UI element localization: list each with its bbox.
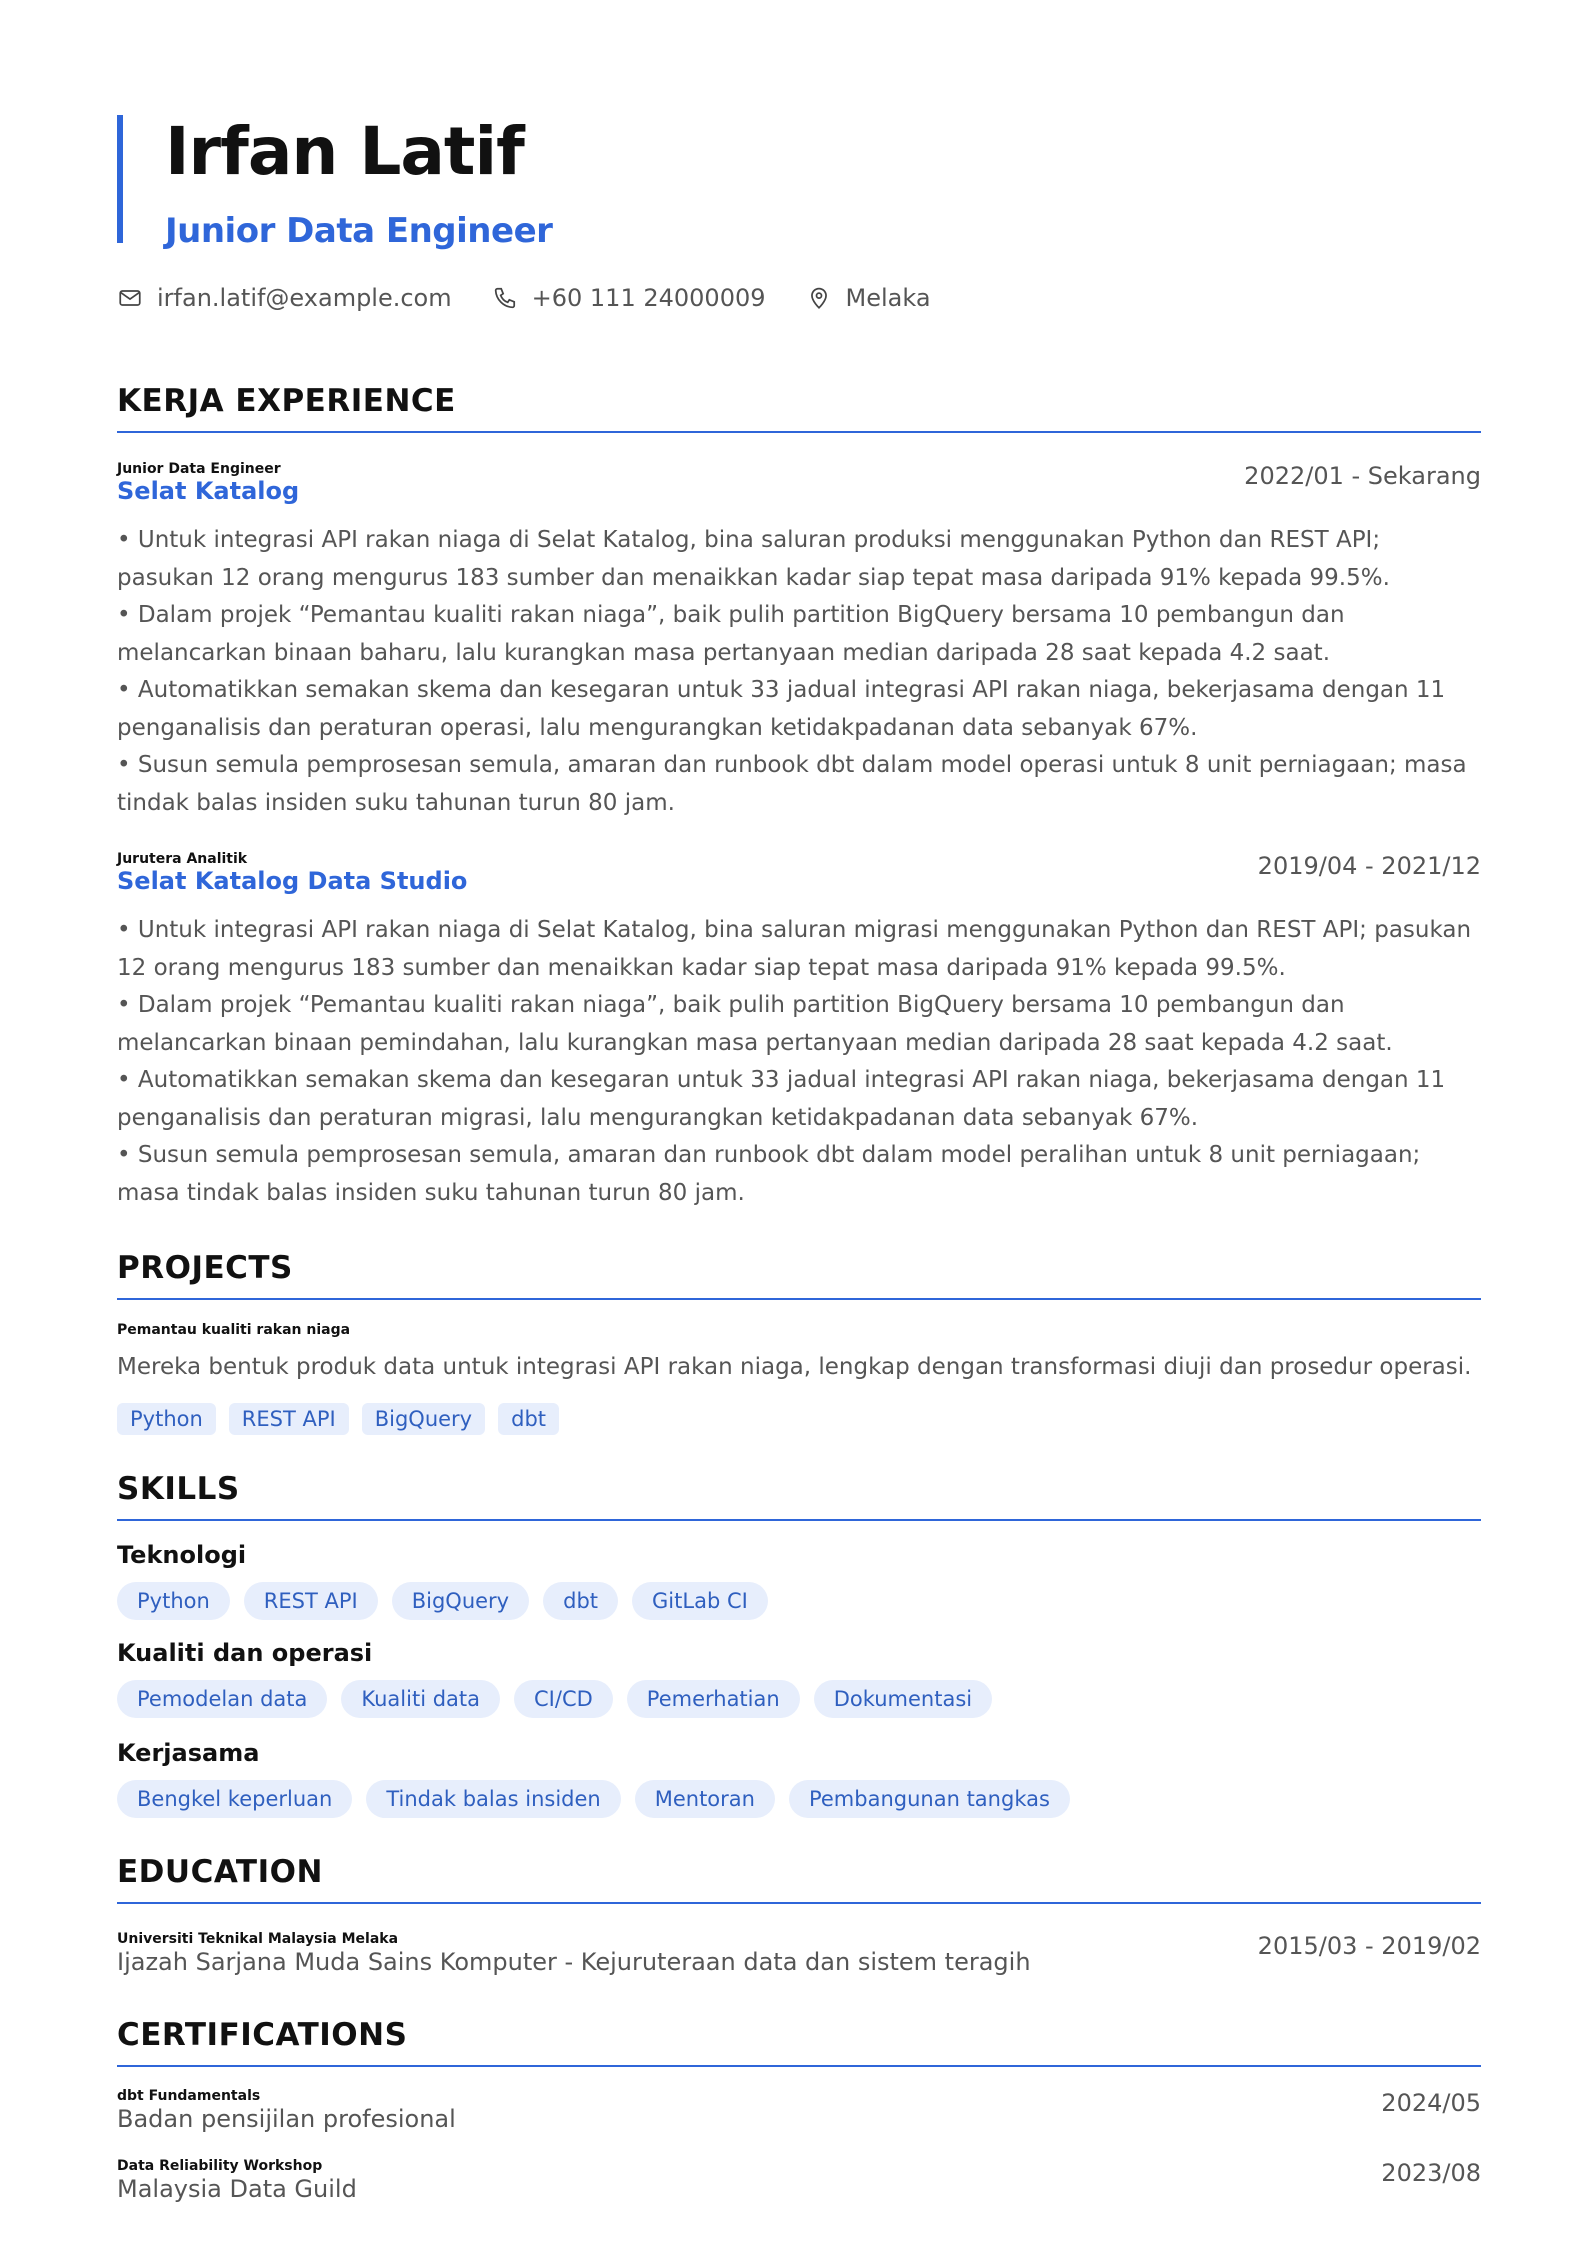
skill-pill: GitLab CI — [632, 1582, 768, 1620]
skill-group-title: Kerjasama — [117, 1739, 260, 1767]
location-text: Melaka — [845, 284, 931, 312]
mail-icon — [117, 285, 143, 311]
section-certifications-title: CERTIFICATIONS — [117, 2017, 1481, 2067]
education-degree: Ijazah Sarjana Muda Sains Komputer - Kejuruteraan data dan sistem teragih — [117, 1948, 1031, 1976]
project-tag: REST API — [229, 1403, 349, 1435]
project-tag: Python — [117, 1403, 216, 1435]
project-description: Mereka bentuk produk data untuk integrasi API rakan niaga, lengkap dengan transformasi diuji dan prosedur operasi. — [117, 1354, 1472, 1380]
candidate-name: Irfan Latif — [165, 113, 524, 190]
skill-pill: Tindak balas insiden — [366, 1780, 620, 1818]
skill-pill: Pembangunan tangkas — [789, 1780, 1070, 1818]
skill-group-title: Kualiti dan operasi — [117, 1639, 373, 1667]
project-name: Pemantau kualiti rakan niaga — [117, 1322, 351, 1338]
bullet: • Untuk integrasi API rakan niaga di Selat Katalog, bina saluran migrasi menggunakan Python dan REST API; pasukan 12 orang mengurus 183 sumber dan menaikkan kadar siap tepat masa daripada 91% kepada 99.5%. — [117, 917, 1472, 981]
skill-group-title: Teknologi — [117, 1541, 247, 1569]
skill-pills — [117, 1780, 1084, 1818]
skill-pill: Bengkel keperluan — [117, 1780, 352, 1818]
certification-name: Data Reliability Workshop — [117, 2158, 323, 2174]
education-date: 2015/03 - 2019/02 — [1257, 1932, 1481, 1960]
experience-role: Jurutera Analitik — [117, 851, 248, 867]
experience-bullets — [117, 912, 1481, 1212]
certification-issuer: Badan pensijilan profesional — [117, 2105, 456, 2133]
skill-pills — [117, 1680, 1006, 1718]
project-tags — [117, 1403, 572, 1435]
experience-org: Selat Katalog Data Studio — [117, 867, 468, 895]
certification-date: 2023/08 — [1381, 2159, 1481, 2187]
contact-email[interactable] — [117, 284, 452, 312]
phone-icon — [492, 285, 518, 311]
candidate-role: Junior Data Engineer — [165, 211, 553, 251]
skill-pills — [117, 1582, 782, 1620]
skill-pill: CI/CD — [514, 1680, 613, 1718]
bullet: • Automatikkan semakan skema dan kesegaran untuk 33 jadual integrasi API rakan niaga, bekerjasama dengan 11 penganalisis dan peraturan operasi, lalu mengurangkan ketidakpadanan data sebanyak 67%. — [117, 677, 1446, 741]
skill-pill: BigQuery — [392, 1582, 529, 1620]
skill-pill: Mentoran — [635, 1780, 775, 1818]
experience-bullets — [117, 522, 1481, 822]
location-pin-icon — [806, 285, 832, 311]
contact-location — [806, 284, 931, 312]
skill-pill: Kualiti data — [341, 1680, 500, 1718]
certification-date: 2024/05 — [1381, 2089, 1481, 2117]
contact-phone[interactable] — [492, 284, 766, 312]
bullet: • Susun semula pemprosesan semula, amaran dan runbook dbt dalam model peralihan untuk 8 unit perniagaan; masa tindak balas insiden suku tahunan turun 80 jam. — [117, 1142, 1421, 1206]
skill-pill: Pemerhatian — [627, 1680, 800, 1718]
skill-pill: Dokumentasi — [814, 1680, 992, 1718]
phone-text: +60 111 24000009 — [531, 284, 766, 312]
section-experience-title: KERJA EXPERIENCE — [117, 383, 1481, 433]
experience-date: 2019/04 - 2021/12 — [1257, 852, 1481, 880]
skill-pill: Python — [117, 1582, 230, 1620]
section-skills-title: SKILLS — [117, 1471, 1481, 1521]
skill-pill: REST API — [244, 1582, 378, 1620]
bullet: • Dalam projek “Pemantau kualiti rakan niaga”, baik pulih partition BigQuery bersama 10 pembangun dan melancarkan binaan baharu, lalu kurangkan masa pertanyaan median daripada 28 saat kepada 4.2 saat. — [117, 602, 1345, 666]
bullet: • Dalam projek “Pemantau kualiti rakan niaga”, baik pulih partition BigQuery bersama 10 pembangun dan melancarkan binaan pemindahan, lalu kurangkan masa pertanyaan median daripada 28 saat kepada 4.2 saat. — [117, 992, 1393, 1056]
project-tag: dbt — [498, 1403, 559, 1435]
contact-row — [117, 280, 971, 316]
bullet: • Automatikkan semakan skema dan kesegaran untuk 33 jadual integrasi API rakan niaga, bekerjasama dengan 11 penganalisis dan peraturan migrasi, lalu mengurangkan ketidakpadanan data sebanyak 67%. — [117, 1067, 1446, 1131]
experience-org: Selat Katalog — [117, 477, 300, 505]
email-text: irfan.latif@example.com — [157, 284, 452, 312]
experience-date: 2022/01 - Sekarang — [1244, 462, 1481, 490]
certification-issuer: Malaysia Data Guild — [117, 2175, 357, 2203]
education-school: Universiti Teknikal Malaysia Melaka — [117, 1931, 399, 1947]
certification-name: dbt Fundamentals — [117, 2088, 261, 2104]
skill-pill: Pemodelan data — [117, 1680, 327, 1718]
experience-role: Junior Data Engineer — [117, 461, 281, 477]
section-projects-title: PROJECTS — [117, 1250, 1481, 1300]
bullet: • Susun semula pemprosesan semula, amaran dan runbook dbt dalam model operasi untuk 8 unit perniagaan; masa tindak balas insiden suku tahunan turun 80 jam. — [117, 752, 1467, 816]
section-education-title: EDUCATION — [117, 1854, 1481, 1904]
resume-header — [117, 113, 553, 251]
project-tag: BigQuery — [362, 1403, 485, 1435]
skill-pill: dbt — [543, 1582, 618, 1620]
bullet: • Untuk integrasi API rakan niaga di Selat Katalog, bina saluran produksi menggunakan Python dan REST API; pasukan 12 orang mengurus 183 sumber dan menaikkan kadar siap tepat masa daripada 91% kepada 99.5%. — [117, 527, 1390, 591]
